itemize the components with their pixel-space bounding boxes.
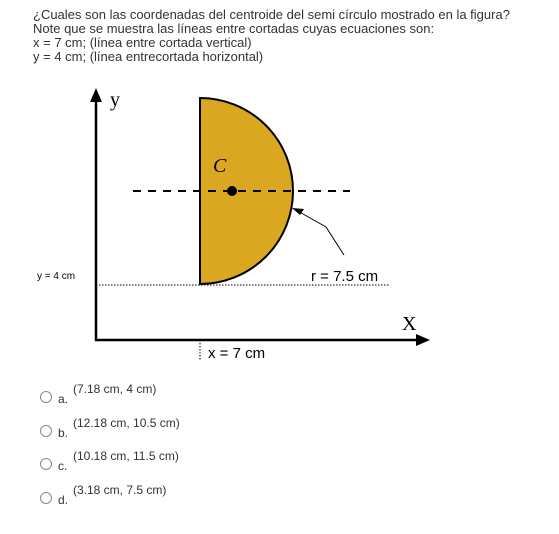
option-d-letter: d.	[58, 492, 69, 507]
question-line-2: Note que se muestra las líneas entre cortadas cuyas ecuaciones son:	[33, 21, 435, 36]
option-c-letter: c.	[58, 459, 68, 473]
question-line-1: ¿Cuales son las coordenadas del centroide del semi círculo mostrado en la figura?	[33, 7, 510, 22]
option-b-letter: b.	[58, 425, 69, 440]
question-line-4: y = 4 cm; (línea entrecortada horizontal)	[33, 49, 264, 64]
option-c-text: (10.18 cm, 11.5 cm)	[73, 449, 179, 463]
question-line-3: x = 7 cm; (línea entre cortada vertical)	[33, 35, 252, 50]
radio-option-c[interactable]	[40, 458, 52, 470]
question-text	[33, 8, 510, 64]
y-axis-label: y	[110, 89, 120, 111]
radio-option-b[interactable]	[40, 425, 52, 437]
x-line-label: x = 7 cm	[208, 345, 266, 362]
y-axis-arrow	[90, 88, 102, 102]
radius-label: r = 7.5 cm	[311, 268, 379, 285]
x-axis-arrow	[416, 334, 430, 346]
option-a-text: (7.18 cm, 4 cm)	[73, 382, 157, 396]
centroid-point	[227, 186, 237, 196]
x-axis-label: X	[402, 313, 417, 335]
option-a-letter: a.	[58, 392, 69, 406]
radio-option-d[interactable]	[40, 492, 52, 504]
option-b-text: (12.18 cm, 10.5 cm)	[73, 415, 180, 430]
y-line-label: y = 4 cm	[37, 271, 76, 282]
radius-leader-line	[296, 210, 344, 255]
semicircle-figure	[30, 84, 450, 369]
option-d-text: (3.18 cm, 7.5 cm)	[73, 482, 167, 497]
centroid-label: C	[213, 155, 227, 177]
radio-option-a[interactable]	[40, 391, 52, 403]
